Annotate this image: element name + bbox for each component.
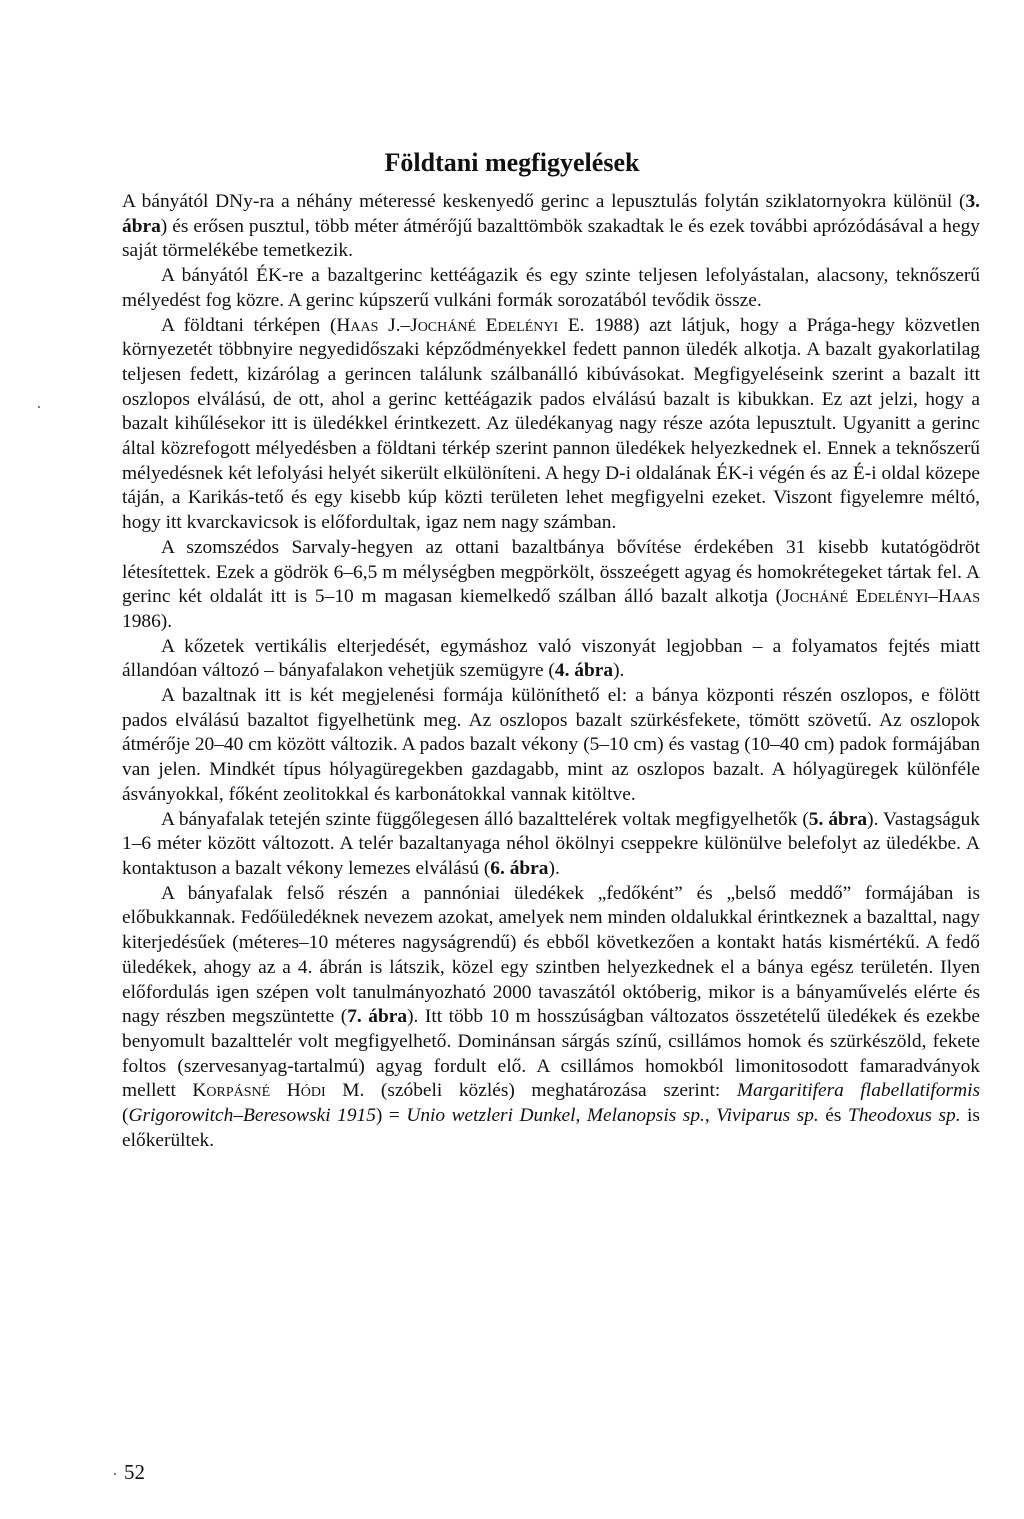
text-run: ) = <box>375 1105 407 1127</box>
page-number: 52 <box>124 1460 145 1484</box>
text-run: A kőzetek vertikális elterjedését, egymáshoz való viszonyát legjobban – a folyamatos fejtés miatt állandóan változó – bányafalakon vehetjük szemügyre ( <box>122 635 980 682</box>
author-citation: Jocháné Edelényi–Haas <box>782 586 980 608</box>
text-run: és <box>818 1105 848 1127</box>
text-run: A bányafalak tetején szinte függőlegesen álló bazalttelérek voltak megfigyelhetők ( <box>161 808 809 830</box>
text-run: , <box>704 1105 717 1127</box>
author-citation: Haas J.–Jocháné Edelényi E. <box>336 314 585 336</box>
page-title: Földtani megfigyelések <box>384 148 640 177</box>
scan-speck <box>114 1473 116 1475</box>
paragraph <box>122 808 980 882</box>
text-run: is előkerültek. <box>122 1105 980 1151</box>
figure-reference: 6. ábra <box>490 857 549 879</box>
taxon-name: Margaritifera flabellatiformis <box>736 1080 981 1102</box>
taxon-name: Grigorowitch–Beresowski 1915 <box>128 1105 376 1127</box>
author-citation: Korpásné Hódi M. <box>192 1080 365 1102</box>
figure-reference: 5. ábra <box>808 808 868 830</box>
text-run: A szomszédos Sarvaly-hegyen az ottani bazaltbánya bővítése érdekében 31 kisebb kutatógödröt létesítettek. Ezek a gödrök 6–6,5 m mélységben megpörkölt, összeégett agyag és homokrétegeket tártak fel. A gerinc két oldalát itt is 5–10 m magasan kiemelkedő szálban álló bazalt alkotja ( <box>122 536 980 608</box>
paragraph <box>122 536 980 635</box>
paragraph <box>122 635 980 684</box>
taxon-name: Unio wetzleri Dunkel <box>406 1105 576 1127</box>
taxon-name: Melanopsis sp. <box>586 1105 705 1127</box>
taxon-name: Viviparus sp. <box>716 1105 819 1127</box>
figure-reference: 7. ábra <box>347 1006 408 1028</box>
text-run: A bányafalak felső részén a pannóniai üledékek „fedőként” és „belső meddő” formájában is előbukkannak. Fedőüledéknek nevezem azokat, amelyek nem minden oldalukkal érintkeznek a bazalttal, nagy kiterjedésűek (méteres–10 méteres nagyságrendű) és ebből következően a kontakt hatás kismértékű. A fedő üledékek, ahogy az a 4. ábrán is látszik, közel egy szintben helyezkednek el a bánya egész területén. Ilyen előfordulás igen szépen volt tanulmányozható 2000 tavaszától októberig, mikor is a bányaművelés elérte és nagy részben megszüntette ( <box>122 882 980 1028</box>
text-run: 1988) azt látjuk, hogy a Prága-hegy közvetlen környezetét többnyire negyedidőszaki képződményekkel fedett pannon üledék alkotja. A bazalt gyakorlatilag teljesen fedett, kizárólag a gerincen találunk szálbanálló kibúvásokat. Megfigyeléseink szerint a bazalt itt oszlopos elválású, de ott, ahol a gerinc kettéágazik pados elválású bazalt is kibukkan. Ez azt jelzi, hogy a bazalt kihűlésekor itt is üledékkel érintkezett. Az üledékanyag nagy része azóta lepusztult. Ugyanitt a gerinc által közrefogott mélyedésben a földtani térkép szerint pannon üledékek helyezkednek el. Ennek a teknőszerű mélyedésnek két lefolyási helyét sikerült elkülöníteni. A hegy D-i oldalának ÉK-i végén és az É-i oldal közepe táján, a Karikás-tető és egy kisebb kúp közti területen lehet megfigyelni ezeket. Viszont figyelemre méltó, hogy itt kvarckavicsok is előfordultak, igaz nem nagy számban. <box>122 314 980 534</box>
paragraph <box>122 264 980 313</box>
text-run: ). <box>613 660 625 682</box>
text-run: A földtani térképen ( <box>161 314 337 336</box>
text-run: 1986). <box>122 610 173 632</box>
figure-reference: 4. ábra <box>554 660 614 682</box>
text-run: (szóbeli közlés) meghatározása szerint: <box>364 1080 737 1102</box>
paragraph <box>122 314 980 536</box>
paragraph <box>122 882 980 1154</box>
taxon-name: Theodoxus sp. <box>847 1105 961 1127</box>
text-run: ( <box>122 1105 129 1127</box>
text-run: A bányától ÉK-re a bazaltgerinc kettéágazik és egy szinte teljesen lefolyástalan, alacsony, teknőszerű mélyedést fog közre. A gerinc kúpszerű vulkáni formák sorozatából tevődik össze. <box>122 265 980 311</box>
text-run: ). Vastagságuk 1–6 méter között változott. A telér bazaltanyaga néhol ökölnyi cseppekre különülve belefolyt az üledékbe. A kontaktuson a bazalt vékony lemezes elválású ( <box>122 808 980 879</box>
text-run: A bányától DNy-ra a néhány méteressé keskenyedő gerinc a lepusztulás folytán sziklatornyokra különül ( <box>122 191 966 212</box>
body-text <box>122 190 980 1153</box>
paragraph <box>122 190 980 264</box>
text-run: A bazaltnak itt is két megjelenési formája különíthető el: a bánya központi részén oszlopos, e fölött pados elválású bazaltot figyelhetünk meg. Az oszlopos bazalt szürkésfekete, tömött szövetű. Az oszlopok átmérője 20–40 cm között változik. A pados bazalt vékony (5–10 cm) és vastag (10–40 cm) padok formájában van jelen. Mindkét típus hólyagüregekben gazdagabb, mint az oszlopos bazalt. A hólyagüregek különféle ásványokkal, főként zeolitokkal és karbonátokkal vannak kitöltve. <box>122 685 980 805</box>
text-run: ) és erősen pusztul, több méter átmérőjű bazalttömbök szakadtak le és ezek további aprózódásával a hegy saját törmelékébe temetkezik. <box>122 215 980 262</box>
scan-speck <box>38 406 40 408</box>
text-run: ). <box>548 857 560 879</box>
text-run: ). Itt több 10 m hosszúságban változatos összetételű üledékek és ezekbe benyomult bazalttelér volt megfigyelhető. Dominánsan sárgás színű, csillámos homok és szürkészöld, fekete foltos (szervesanyag-tartalmú) agyag fordult elő. A csillámos homokból limonitosodott famaradványok mellett <box>122 1006 980 1102</box>
figure-reference: 3. ábra <box>122 191 980 237</box>
text-run: , <box>575 1105 587 1127</box>
paragraph <box>122 684 980 808</box>
